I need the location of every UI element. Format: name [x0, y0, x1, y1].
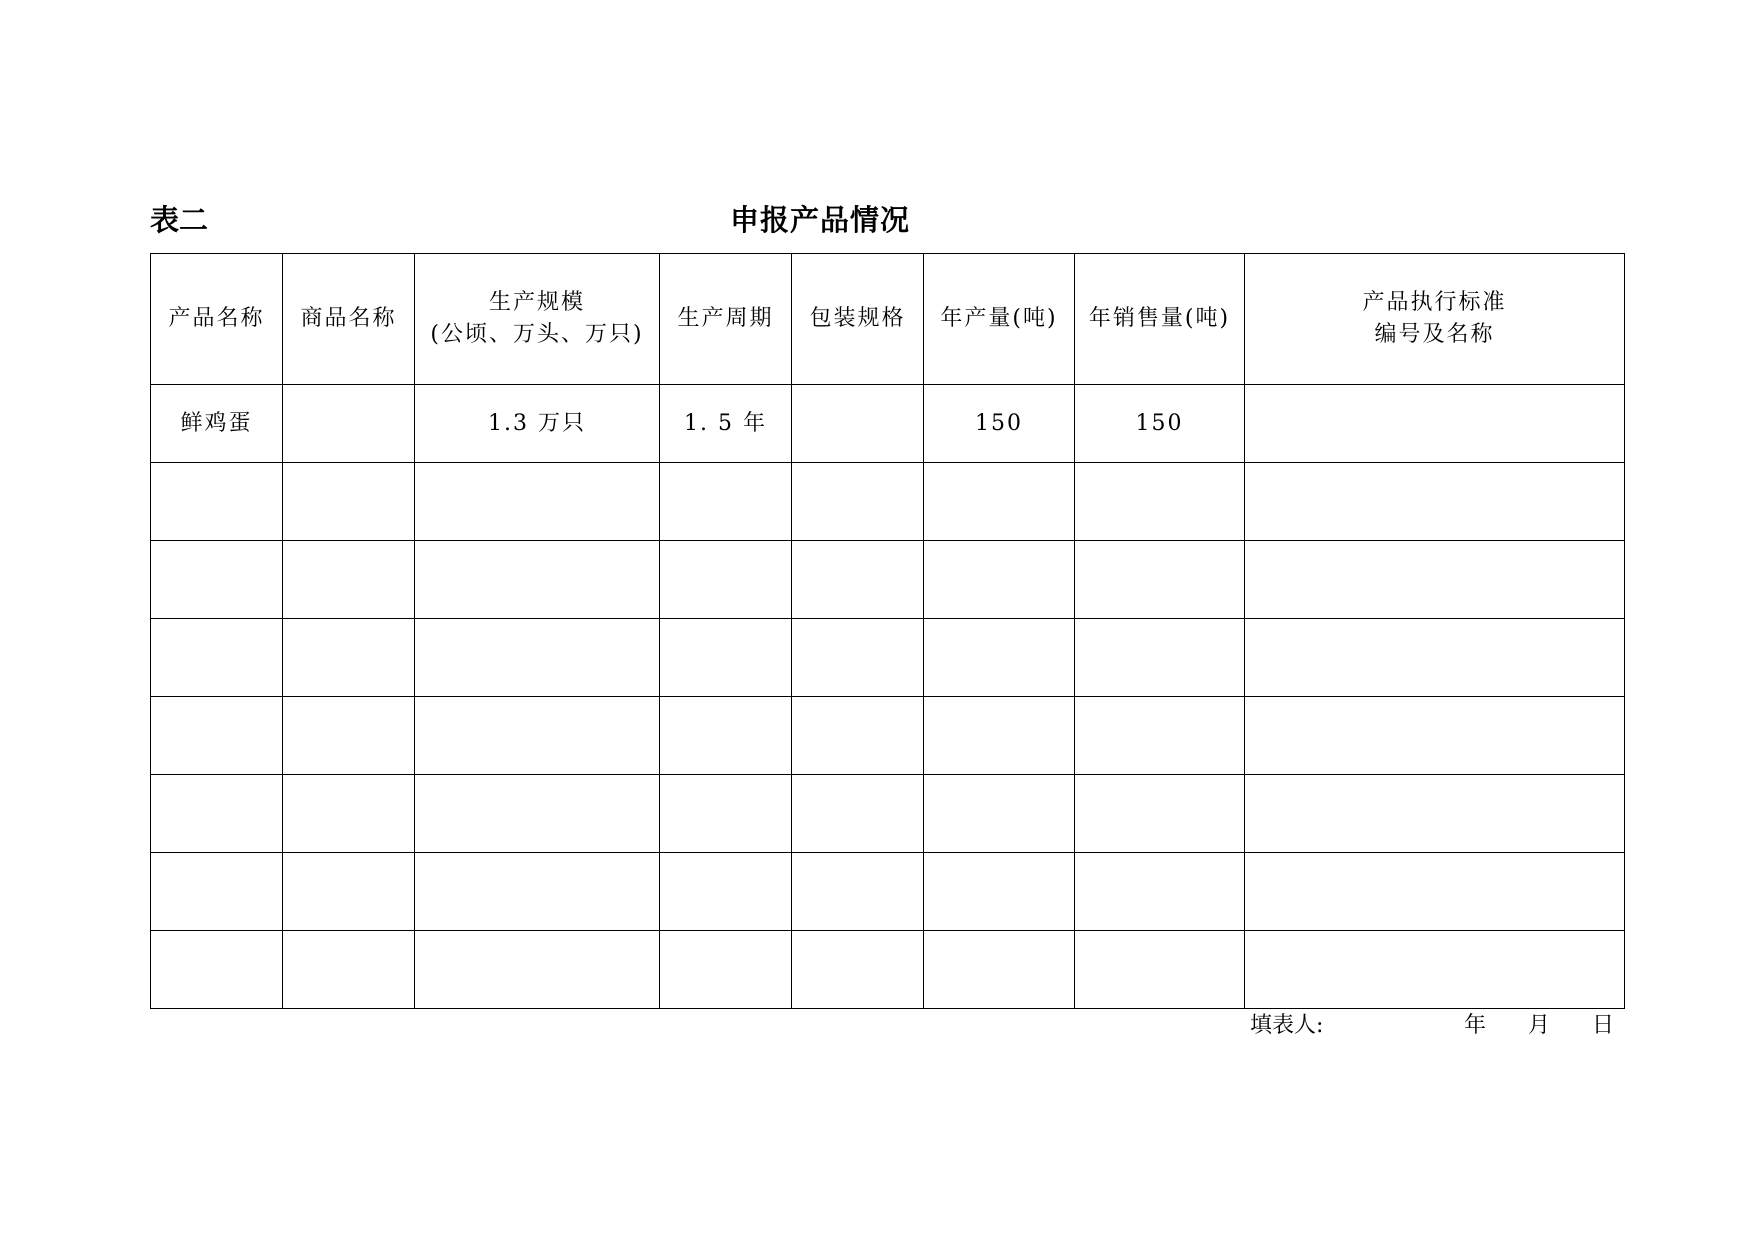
- table-cell[interactable]: 1.3 万只: [415, 385, 660, 463]
- table-cell[interactable]: [924, 697, 1075, 775]
- table-cell[interactable]: [792, 541, 924, 619]
- table-cell[interactable]: [151, 619, 283, 697]
- product-declaration-table: [150, 253, 1625, 1009]
- table-cell[interactable]: [1075, 541, 1245, 619]
- date-day-label: 日: [1592, 1013, 1615, 1038]
- table-row: [151, 463, 1625, 541]
- table-cell[interactable]: [660, 853, 792, 931]
- table-cell[interactable]: [792, 931, 924, 1009]
- table-cell[interactable]: [151, 931, 283, 1009]
- table-cell[interactable]: [1075, 619, 1245, 697]
- table-cell[interactable]: [1075, 775, 1245, 853]
- table-cell[interactable]: [660, 931, 792, 1009]
- table-cell[interactable]: [792, 853, 924, 931]
- table-cell[interactable]: 150: [1075, 385, 1245, 463]
- table-cell[interactable]: [792, 697, 924, 775]
- table-cell[interactable]: [924, 463, 1075, 541]
- date-year-label: 年: [1464, 1013, 1487, 1038]
- table-cell[interactable]: [151, 697, 283, 775]
- table-cell[interactable]: [1245, 541, 1625, 619]
- table-cell[interactable]: [924, 619, 1075, 697]
- date-month-label: 月: [1528, 1013, 1551, 1038]
- table-cell[interactable]: [283, 775, 415, 853]
- table-cell[interactable]: [1245, 463, 1625, 541]
- table-cell[interactable]: [792, 619, 924, 697]
- table-row: [151, 385, 1625, 463]
- table-row: [151, 931, 1625, 1009]
- column-header-annual-sales: 年销售量(吨): [1075, 254, 1245, 385]
- table-cell[interactable]: [1245, 619, 1625, 697]
- table-cell[interactable]: [415, 619, 660, 697]
- table-cell[interactable]: [792, 463, 924, 541]
- table-cell[interactable]: [151, 775, 283, 853]
- table-cell[interactable]: [660, 463, 792, 541]
- table-cell[interactable]: [283, 463, 415, 541]
- table-cell[interactable]: [283, 697, 415, 775]
- table-cell[interactable]: [1075, 463, 1245, 541]
- column-header-production-scale: 生产规模 (公顷、万头、万只): [415, 254, 660, 385]
- table-cell[interactable]: [792, 775, 924, 853]
- table-row: [151, 619, 1625, 697]
- column-header-standard: 产品执行标准 编号及名称: [1245, 254, 1625, 385]
- column-header-annual-output: 年产量(吨): [924, 254, 1075, 385]
- table-row: [151, 853, 1625, 931]
- table-number-label: 表二: [150, 203, 209, 237]
- table-cell[interactable]: [415, 463, 660, 541]
- table-cell[interactable]: [1245, 931, 1625, 1009]
- table-cell[interactable]: [660, 697, 792, 775]
- table-cell[interactable]: [924, 541, 1075, 619]
- table-cell[interactable]: 1. 5 年: [660, 385, 792, 463]
- table-cell[interactable]: [792, 385, 924, 463]
- table-cell[interactable]: [1075, 931, 1245, 1009]
- table-cell[interactable]: 150: [924, 385, 1075, 463]
- table-header-row: [151, 254, 1625, 385]
- table-cell[interactable]: [660, 541, 792, 619]
- table-cell[interactable]: [151, 463, 283, 541]
- table-cell[interactable]: [415, 931, 660, 1009]
- table-cell[interactable]: [415, 775, 660, 853]
- column-header-product-name: 产品名称: [151, 254, 283, 385]
- table-cell[interactable]: [415, 541, 660, 619]
- table-cell[interactable]: [283, 853, 415, 931]
- table-cell[interactable]: [1075, 853, 1245, 931]
- table-cell[interactable]: [924, 775, 1075, 853]
- table-row: [151, 541, 1625, 619]
- table-cell[interactable]: [283, 619, 415, 697]
- filler-label: 填表人:: [1250, 1013, 1324, 1038]
- table-cell[interactable]: [283, 541, 415, 619]
- table-cell[interactable]: [1245, 385, 1625, 463]
- table-cell[interactable]: [1245, 697, 1625, 775]
- column-header-package-spec: 包装规格: [792, 254, 924, 385]
- table-cell[interactable]: [1245, 853, 1625, 931]
- table-cell[interactable]: 鲜鸡蛋: [151, 385, 283, 463]
- table-cell[interactable]: [1075, 697, 1245, 775]
- table-cell[interactable]: [660, 775, 792, 853]
- table-cell[interactable]: [415, 697, 660, 775]
- table-cell[interactable]: [660, 619, 792, 697]
- page-title: 申报产品情况: [729, 203, 910, 237]
- table-row: [151, 775, 1625, 853]
- table-cell[interactable]: [1245, 775, 1625, 853]
- column-header-trade-name: 商品名称: [283, 254, 415, 385]
- table-cell[interactable]: [924, 853, 1075, 931]
- table-row: [151, 697, 1625, 775]
- table-cell[interactable]: [151, 853, 283, 931]
- column-header-production-cycle: 生产周期: [660, 254, 792, 385]
- table-cell[interactable]: [283, 931, 415, 1009]
- table-cell[interactable]: [151, 541, 283, 619]
- table-cell[interactable]: [283, 385, 415, 463]
- table-cell[interactable]: [415, 853, 660, 931]
- table-cell[interactable]: [924, 931, 1075, 1009]
